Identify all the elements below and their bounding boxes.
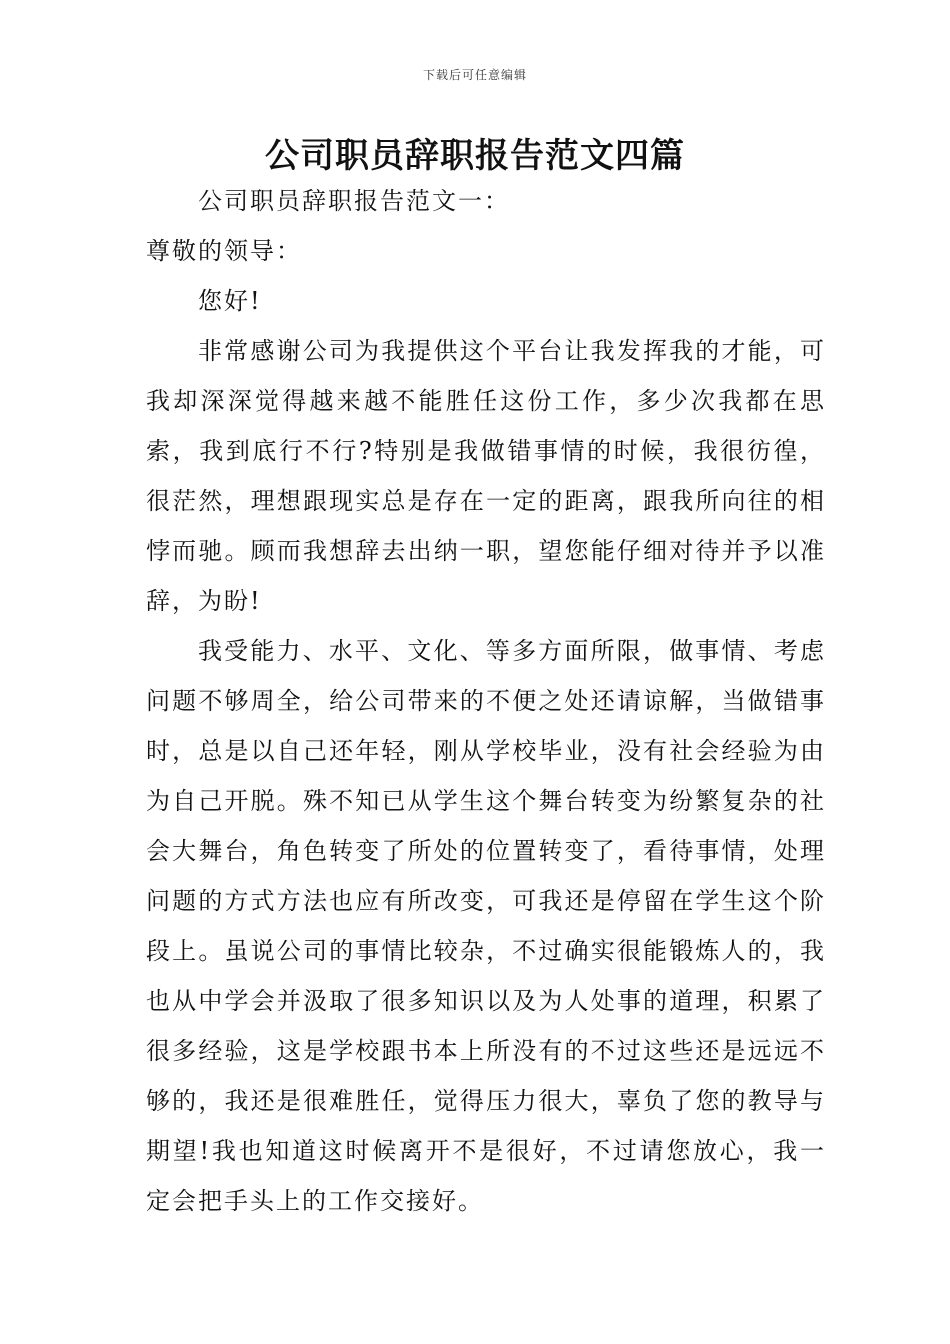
paragraph-1: 非常感谢公司为我提供这个平台让我发挥我的才能，可我却深深觉得越来越不能胜任这份工作，多少次我都在思索，我到底行不行?特别是我做错事情的时候，我很彷徨，很茫然，理想跟现实总是存在一定的距离，跟我所向往的相悖而驰。顾而我想辞去出纳一职，望您能仔细对待并予以准辞，为盼! (146, 337, 826, 615)
document-body (146, 176, 826, 1226)
section-heading: 公司职员辞职报告范文一： (198, 187, 510, 215)
greeting: 您好! (198, 287, 262, 315)
salutation: 尊敬的领导： (146, 237, 302, 265)
document-title: 公司职员辞职报告范文四篇 (265, 136, 685, 176)
paragraph-2: 我受能力、水平、文化、等多方面所限，做事情、考虑问题不够周全，给公司带来的不便之处还请谅解，当做错事时，总是以自己还年轻，刚从学校毕业，没有社会经验为由为自己开脱。殊不知已从学生这个舞台转变为纷繁复杂的社会大舞台，角色转变了所处的位置转变了，看待事情，处理问题的方式方法也应有所改变，可我还是停留在学生这个阶段上。虽说公司的事情比较杂，不过确实很能锻炼人的，我也从中学会并汲取了很多知识以及为人处事的道理，积累了很多经验，这是学校跟书本上所没有的不过这些还是远远不够的，我还是很难胜任，觉得压力很大，辜负了您的教导与期望!我也知道这时候离开不是很好，不过请您放心，我一定会把手头上的工作交接好。 (146, 637, 826, 1215)
header-note: 下载后可任意编辑 (422, 68, 527, 82)
